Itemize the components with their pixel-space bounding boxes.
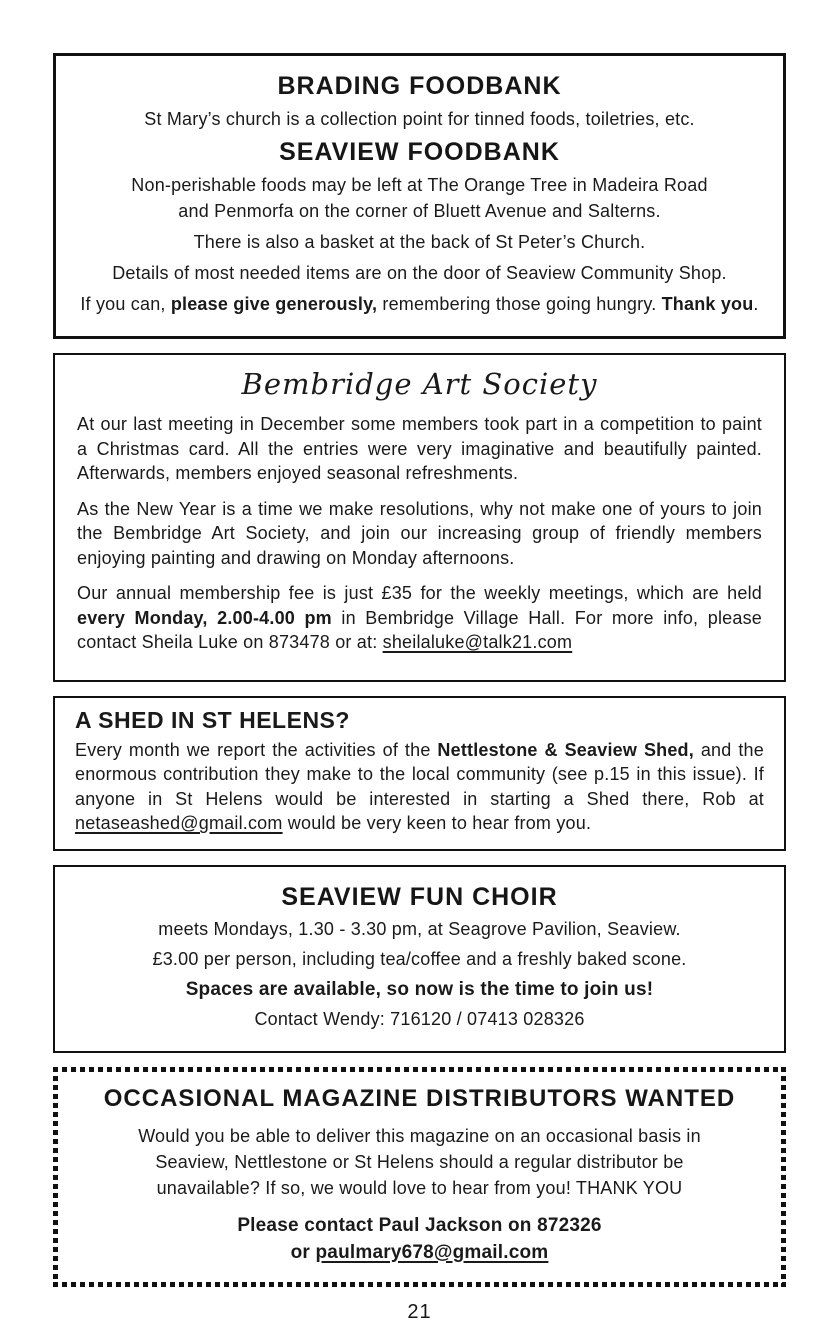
text-run: every Monday, 2.00-4.00 pm (77, 607, 332, 628)
brading-foodbank-title: BRADING FOODBANK (277, 72, 562, 100)
text-run: Spaces are available, so now is the time to join us! (185, 978, 654, 1000)
foodbank-line (76, 291, 763, 317)
distributors-body (79, 1123, 760, 1201)
text-run: Please contact Paul Jackson on 872326 (237, 1214, 602, 1236)
distributors-contact-line (79, 1213, 760, 1238)
text-run: At our last meeting in December some members took part in a competition to paint a Christmas card. All the entries were very imaginative and beautifully painted. Afterwards, members enjoyed seasonal refreshments. (77, 414, 762, 483)
text-run: and Penmorfa on the corner of Bluett Avenue and Salterns. (178, 201, 661, 221)
text-run: in Bembridge Village Hall. For more info, please contact Sheila Luke on 873478 or at: (77, 607, 762, 652)
text-run: Seaview, Nettlestone or St Helens should a regular distributor be (155, 1151, 684, 1172)
art-society-paragraph (77, 497, 762, 571)
choir-contact-line (75, 1007, 764, 1032)
text-run: £3.00 per person, including tea/coffee and a freshly baked scone. (152, 948, 687, 969)
text-run: As the New Year is a time we make resolutions, why not make one of yours to join the Bembridge Art Society, and join our increasing group of friendly members enjoying painting and drawing on Monday afternoons. (77, 498, 762, 568)
foodbank-line (76, 260, 763, 286)
text-run: Would you be able to deliver this magazine on an occasional basis in (138, 1125, 701, 1146)
choir-line (75, 947, 764, 972)
art-society-section (53, 353, 786, 682)
foodbank-line (76, 172, 763, 224)
text-run: or (290, 1241, 316, 1263)
text-run: Non-perishable foods may be left at The Orange Tree in Madeira Road (131, 175, 708, 195)
choir-section (53, 865, 786, 1053)
text-run: unavailable? If so, we would love to hear from you! THANK YOU (156, 1177, 683, 1198)
text-run: Contact Wendy: 716120 / 07413 028326 (254, 1008, 585, 1029)
choir-title: SEAVIEW FUN CHOIR (281, 882, 558, 911)
text-run: Details of most needed items are on the door of Seaview Community Shop. (112, 263, 727, 283)
text-run: and the enormous contribution they make to the local community (see p.15 in this issue). If anyone in St Helens would be interested in starting a Shed there, Rob at (75, 739, 764, 809)
text-run: There is also a basket at the back of St Peter’s Church. (193, 232, 646, 252)
text-run: remembering those going hungry. (377, 294, 662, 314)
choir-spaces-line (75, 977, 764, 1002)
text-run: Thank you (661, 294, 754, 314)
art-society-paragraph (77, 412, 762, 486)
shed-section (53, 696, 786, 851)
art-society-title: Bembridge Art Society (241, 367, 598, 401)
shed-title: A SHED IN ST HELENS? (75, 706, 350, 733)
choir-line (75, 917, 764, 942)
email-link-sheilaluke[interactable]: sheilaluke@talk21.com (382, 632, 573, 652)
brading-foodbank-info (76, 106, 763, 132)
text-run: Every month we report the activities of the (75, 739, 438, 760)
shed-paragraph (75, 738, 764, 836)
text-run: meets Mondays, 1.30 - 3.30 pm, at Seagrove Pavilion, Seaview. (158, 918, 681, 939)
text-run: Our annual membership fee is just £35 for the weekly meetings, which are held (77, 583, 762, 603)
foodbank-section (53, 53, 786, 339)
text-run: Nettlestone & Seaview Shed, (437, 739, 694, 760)
distributors-contact-line (79, 1240, 760, 1265)
text-run: would be very keen to hear from you. (282, 813, 592, 833)
text-run: St Mary’s church is a collection point for tinned foods, toiletries, etc. (144, 109, 695, 129)
distributors-title: OCCASIONAL MAGAZINE DISTRIBUTORS WANTED (103, 1084, 736, 1112)
text-run: . (753, 294, 759, 314)
text-run: please give generously, (170, 294, 378, 314)
foodbank-line (76, 229, 763, 255)
email-link-netaseashed[interactable]: netaseashed@gmail.com (75, 813, 283, 833)
distributors-section (53, 1067, 786, 1287)
page-number: 21 (407, 1300, 432, 1323)
text-run: If you can, (80, 294, 171, 314)
email-link-paulmary[interactable]: paulmary678@gmail.com (315, 1241, 549, 1263)
seaview-foodbank-title: SEAVIEW FOODBANK (279, 138, 560, 166)
distributors-contact-group (79, 1213, 760, 1265)
art-society-paragraph (77, 581, 762, 655)
